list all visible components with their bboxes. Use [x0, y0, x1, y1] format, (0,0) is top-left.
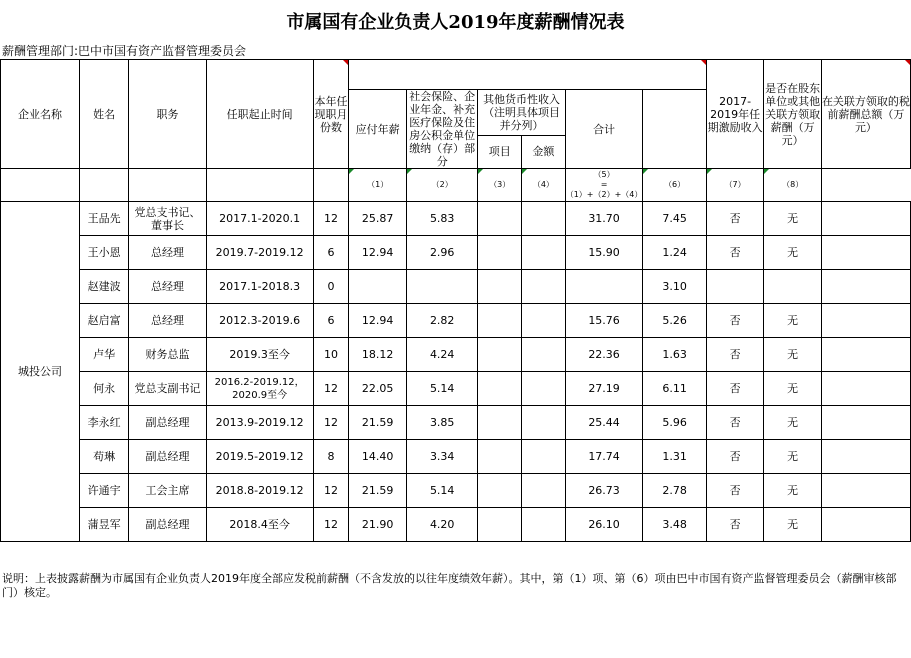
header-insurance: 社会保险、企业年金、补充医疗保险及住房公积金单位缴纳（存）部分 — [406, 90, 477, 169]
cell-name: 许通宇 — [79, 474, 128, 508]
cell-amount — [522, 474, 566, 508]
cell-insurance: 5.83 — [406, 202, 477, 236]
cell-position: 党总支副书记 — [129, 372, 206, 406]
table-row — [1, 372, 911, 406]
table-row — [1, 440, 911, 474]
colnum-6: （6） — [643, 169, 706, 202]
cell-total: 15.76 — [565, 304, 643, 338]
cell-remark — [821, 372, 910, 406]
colnum-blank — [1, 169, 80, 202]
colnum-5 — [565, 169, 643, 202]
cell-incentive: 7.45 — [643, 202, 706, 236]
cell-item — [478, 508, 522, 542]
cell-item — [478, 440, 522, 474]
cell-name: 王品先 — [79, 202, 128, 236]
colnum-5-formula: =（1）+（2）+（4） — [565, 180, 643, 199]
cell-shareholder: 否 — [706, 440, 764, 474]
salary-table — [0, 59, 911, 542]
cell-name: 赵启富 — [79, 304, 128, 338]
cell-related: 无 — [764, 372, 821, 406]
page-title: 市属国有企业负责人2019年度薪酬情况表 — [286, 12, 625, 33]
cell-months: 6 — [313, 304, 349, 338]
cell-remark — [821, 270, 910, 304]
colnum-3: （3） — [478, 169, 522, 202]
cell-position: 财务总监 — [129, 338, 206, 372]
cell-position: 副总经理 — [129, 406, 206, 440]
cell-months: 6 — [313, 236, 349, 270]
cell-insurance: 2.96 — [406, 236, 477, 270]
header-annual-salary: 应付年薪 — [349, 90, 407, 169]
cell-total: 31.70 — [565, 202, 643, 236]
cell-insurance: 3.85 — [406, 406, 477, 440]
cell-total: 26.10 — [565, 508, 643, 542]
cell-months: 12 — [313, 372, 349, 406]
cell-insurance: 3.34 — [406, 440, 477, 474]
cell-remark — [821, 304, 910, 338]
table-row — [1, 270, 911, 304]
cell-amount — [522, 406, 566, 440]
cell-remark — [821, 440, 910, 474]
cell-position: 党总支书记、董事长 — [129, 202, 206, 236]
cell-shareholder: 否 — [706, 508, 764, 542]
header-other-item: 项目 — [478, 135, 522, 168]
colnum-7: （7） — [706, 169, 764, 202]
cell-incentive: 3.10 — [643, 270, 706, 304]
cell-name: 何永 — [79, 372, 128, 406]
cell-name: 卢华 — [79, 338, 128, 372]
header-name: 姓名 — [79, 60, 128, 169]
cell-item — [478, 304, 522, 338]
cell-total — [565, 270, 643, 304]
cell-item — [478, 372, 522, 406]
cell-incentive: 6.11 — [643, 372, 706, 406]
cell-amount — [522, 270, 566, 304]
cell-total: 17.74 — [565, 440, 643, 474]
colnum-blank — [129, 169, 206, 202]
cell-months: 8 — [313, 440, 349, 474]
cell-months: 12 — [313, 474, 349, 508]
cell-salary: 21.90 — [349, 508, 407, 542]
cell-months: 12 — [313, 202, 349, 236]
cell-term: 2018.8-2019.12 — [206, 474, 313, 508]
cell-term: 2019.3至今 — [206, 338, 313, 372]
cell-related: 无 — [764, 508, 821, 542]
cell-shareholder: 否 — [706, 202, 764, 236]
cell-months: 10 — [313, 338, 349, 372]
cell-salary: 25.87 — [349, 202, 407, 236]
header-shareholder-pay: 是否在股东单位或其他关联方领取薪酬（万元） — [764, 60, 821, 169]
table-row — [1, 474, 911, 508]
header-company: 企业名称 — [1, 60, 80, 169]
cell-salary: 12.94 — [349, 236, 407, 270]
colnum-8: （8） — [764, 169, 821, 202]
cell-remark — [821, 474, 910, 508]
cell-amount — [522, 202, 566, 236]
cell-incentive: 1.31 — [643, 440, 706, 474]
cell-related: 无 — [764, 440, 821, 474]
cell-item — [478, 236, 522, 270]
cell-position: 副总经理 — [129, 508, 206, 542]
table-row — [1, 338, 911, 372]
cell-incentive: 1.63 — [643, 338, 706, 372]
cell-amount — [522, 440, 566, 474]
cell-name: 赵建波 — [79, 270, 128, 304]
cell-incentive: 5.96 — [643, 406, 706, 440]
table-row — [1, 304, 911, 338]
company-name-cell: 城投公司 — [1, 202, 80, 542]
cell-related — [764, 270, 821, 304]
cell-incentive: 2.78 — [643, 474, 706, 508]
cell-salary: 21.59 — [349, 406, 407, 440]
colnum-5-label: （5） — [593, 170, 615, 179]
cell-total: 25.44 — [565, 406, 643, 440]
cell-related: 无 — [764, 338, 821, 372]
cell-remark — [821, 202, 910, 236]
colnum-blank — [313, 169, 349, 202]
cell-name: 王小恩 — [79, 236, 128, 270]
cell-position: 总经理 — [129, 304, 206, 338]
colnum-blank — [79, 169, 128, 202]
cell-insurance: 5.14 — [406, 372, 477, 406]
cell-salary: 22.05 — [349, 372, 407, 406]
cell-amount — [522, 372, 566, 406]
cell-insurance: 5.14 — [406, 474, 477, 508]
cell-position: 工会主席 — [129, 474, 206, 508]
header-total: 合计 — [565, 90, 643, 169]
table-row — [1, 236, 911, 270]
cell-term: 2013.9-2019.12 — [206, 406, 313, 440]
cell-months: 0 — [313, 270, 349, 304]
cell-term: 2019.5-2019.12 — [206, 440, 313, 474]
cell-salary: 21.59 — [349, 474, 407, 508]
cell-incentive: 3.48 — [643, 508, 706, 542]
cell-amount — [522, 304, 566, 338]
table-row — [1, 406, 911, 440]
header-months: 本年任现职月份数 — [313, 60, 349, 169]
cell-item — [478, 406, 522, 440]
cell-shareholder: 否 — [706, 236, 764, 270]
cell-total: 22.36 — [565, 338, 643, 372]
cell-shareholder — [706, 270, 764, 304]
cell-term: 2017.1-2020.1 — [206, 202, 313, 236]
cell-months: 12 — [313, 508, 349, 542]
cell-position: 总经理 — [129, 236, 206, 270]
header-other-amount: 金额 — [522, 135, 566, 168]
cell-amount — [522, 338, 566, 372]
colnum-2: （2） — [406, 169, 477, 202]
cell-item — [478, 474, 522, 508]
cell-amount — [522, 508, 566, 542]
cell-term: 2012.3-2019.6 — [206, 304, 313, 338]
header-group-blank — [349, 60, 706, 90]
cell-insurance: 4.20 — [406, 508, 477, 542]
cell-total: 26.73 — [565, 474, 643, 508]
header-incentive: 2017-2019年任期激励收入 — [706, 60, 764, 169]
header-related-pay: 在关联方领取的税前薪酬总额（万元） — [821, 60, 910, 169]
header-other-income: 其他货币性收入（注明具体项目并分列） — [478, 90, 565, 136]
cell-item — [478, 202, 522, 236]
cell-item — [478, 270, 522, 304]
cell-term: 2018.4至今 — [206, 508, 313, 542]
cell-shareholder: 否 — [706, 406, 764, 440]
cell-remark — [821, 508, 910, 542]
cell-months: 12 — [313, 406, 349, 440]
header-term: 任职起止时间 — [206, 60, 313, 169]
cell-shareholder: 否 — [706, 372, 764, 406]
colnum-4: （4） — [522, 169, 566, 202]
cell-related: 无 — [764, 474, 821, 508]
cell-term: 2019.7-2019.12 — [206, 236, 313, 270]
cell-shareholder: 否 — [706, 304, 764, 338]
cell-term: 2017.1-2018.3 — [206, 270, 313, 304]
department-label: 薪酬管理部门:巴中市国有资产监督管理委员会 — [2, 44, 247, 58]
cell-name: 苟琳 — [79, 440, 128, 474]
cell-remark — [821, 338, 910, 372]
table-row — [1, 508, 911, 542]
cell-salary — [349, 270, 407, 304]
cell-total: 15.90 — [565, 236, 643, 270]
table-row — [1, 202, 911, 236]
cell-related: 无 — [764, 304, 821, 338]
cell-salary: 12.94 — [349, 304, 407, 338]
cell-shareholder: 否 — [706, 338, 764, 372]
cell-position: 副总经理 — [129, 440, 206, 474]
cell-insurance: 2.82 — [406, 304, 477, 338]
cell-incentive: 1.24 — [643, 236, 706, 270]
cell-salary: 14.40 — [349, 440, 407, 474]
cell-insurance — [406, 270, 477, 304]
footnote: 说明：上表披露薪酬为市属国有企业负责人2019年度全部应发税前薪酬（不含发放的以往年度绩效年薪）。其中，第（1）项、第（6）项由巴中市国有资产监督管理委员会（薪酬审核部门）核定。 — [2, 572, 897, 599]
cell-total: 27.19 — [565, 372, 643, 406]
cell-shareholder: 否 — [706, 474, 764, 508]
cell-position: 总经理 — [129, 270, 206, 304]
cell-related: 无 — [764, 406, 821, 440]
cell-item — [478, 338, 522, 372]
cell-name: 蒲昱军 — [79, 508, 128, 542]
cell-related: 无 — [764, 202, 821, 236]
cell-amount — [522, 236, 566, 270]
cell-related: 无 — [764, 236, 821, 270]
cell-term: 2016.2-2019.12，2020.9至今 — [206, 372, 313, 406]
cell-salary: 18.12 — [349, 338, 407, 372]
cell-name: 李永红 — [79, 406, 128, 440]
header-position: 职务 — [129, 60, 206, 169]
cell-insurance: 4.24 — [406, 338, 477, 372]
cell-remark — [821, 406, 910, 440]
cell-incentive: 5.26 — [643, 304, 706, 338]
cell-remark — [821, 236, 910, 270]
colnum-blank — [206, 169, 313, 202]
colnum-1: （1） — [349, 169, 407, 202]
